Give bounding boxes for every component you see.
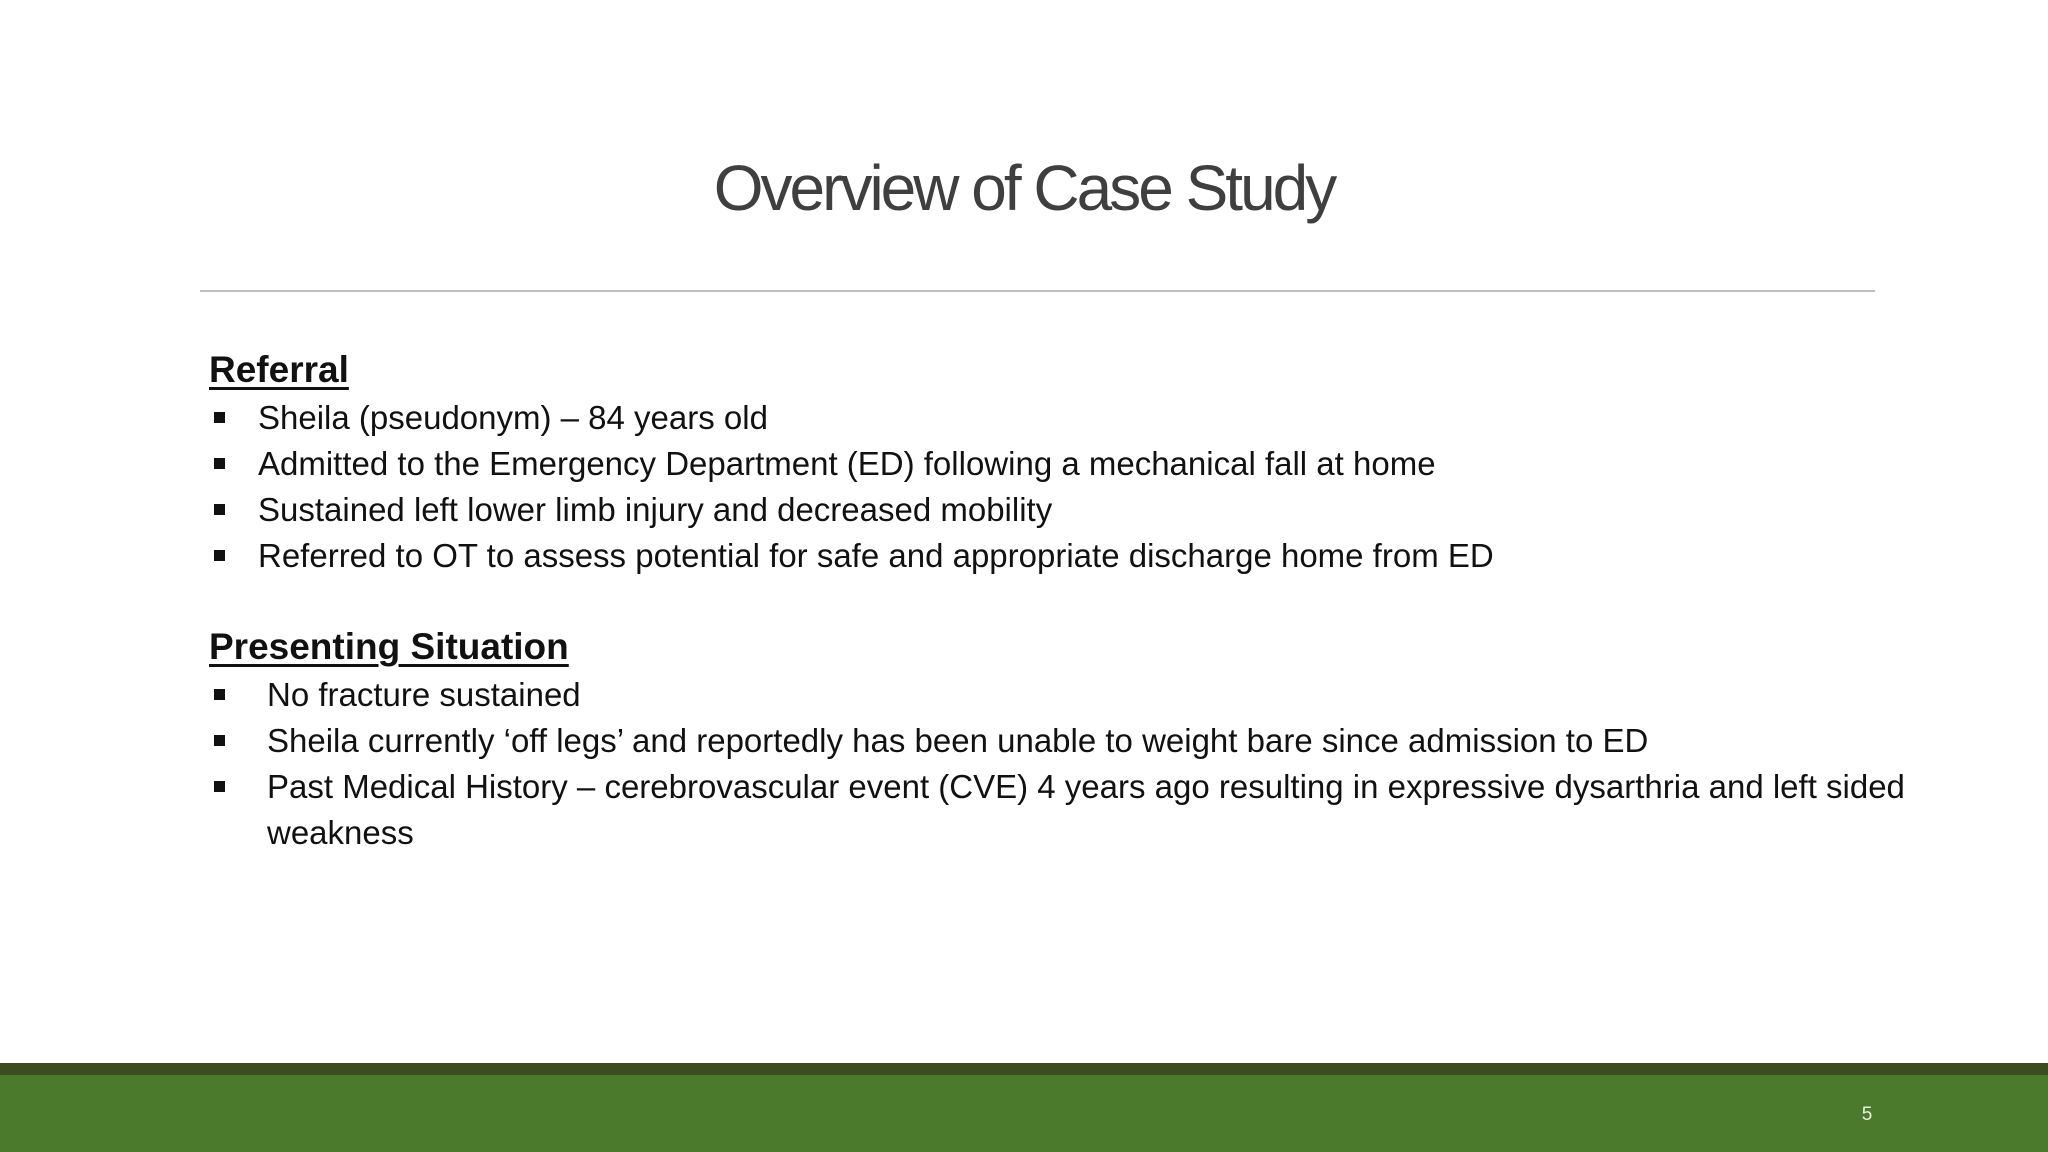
referral-heading: Referral bbox=[209, 349, 349, 390]
square-bullet-icon bbox=[214, 781, 225, 792]
list-item-text: Sustained left lower limb injury and decreased mobility bbox=[258, 491, 1053, 528]
square-bullet-icon bbox=[214, 735, 225, 746]
footer-stripe bbox=[0, 1063, 2048, 1075]
square-bullet-icon bbox=[214, 550, 225, 561]
list-item-text: Admitted to the Emergency Department (ED) following a mechanical fall at home bbox=[258, 445, 1436, 482]
slide-body bbox=[209, 345, 1909, 856]
list-item bbox=[209, 764, 1909, 856]
list-item bbox=[209, 395, 1909, 441]
list-item-text: Sheila (pseudonym) – 84 years old bbox=[258, 399, 768, 436]
list-item-text: Referred to OT to assess potential for safe and appropriate discharge home from ED bbox=[258, 537, 1494, 574]
referral-list bbox=[209, 395, 1909, 579]
list-item bbox=[209, 533, 1909, 579]
slide-title: Overview of Case Study bbox=[713, 152, 1335, 224]
square-bullet-icon bbox=[214, 689, 225, 700]
list-item-text: Sheila currently ‘off legs’ and reportedly has been unable to weight bare since admission to ED bbox=[267, 722, 1649, 759]
list-item bbox=[209, 487, 1909, 533]
presenting-situation-list bbox=[209, 672, 1909, 856]
list-item bbox=[209, 672, 1909, 718]
presenting-situation-heading: Presenting Situation bbox=[209, 626, 569, 667]
square-bullet-icon bbox=[214, 412, 225, 423]
footer-band bbox=[0, 1075, 2048, 1152]
list-item bbox=[209, 718, 1909, 764]
page-number: 5 bbox=[1861, 1104, 1873, 1125]
square-bullet-icon bbox=[214, 458, 225, 469]
square-bullet-icon bbox=[214, 504, 225, 515]
list-item-text: Past Medical History – cerebrovascular event (CVE) 4 years ago resulting in expressive dysarthria and left sided weakness bbox=[267, 768, 1905, 851]
list-item-text: No fracture sustained bbox=[267, 676, 581, 713]
list-item bbox=[209, 441, 1909, 487]
title-divider bbox=[200, 290, 1875, 292]
